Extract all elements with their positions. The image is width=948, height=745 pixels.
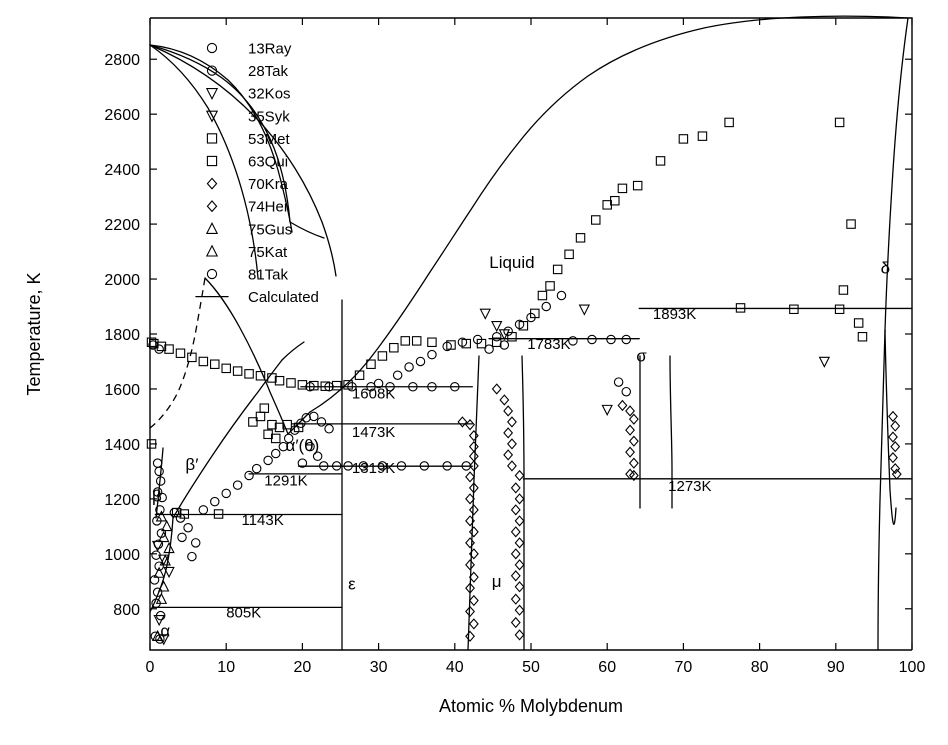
data-point <box>302 414 310 422</box>
data-point <box>470 505 478 515</box>
data-point <box>835 118 843 126</box>
phase-label: ε <box>348 574 356 594</box>
data-point <box>508 439 516 449</box>
data-point <box>565 250 573 258</box>
data-point <box>626 469 634 479</box>
data-point <box>504 450 512 460</box>
data-point <box>245 471 253 479</box>
data-point <box>512 571 520 581</box>
invariant-lines <box>152 305 912 607</box>
legend-label[interactable]: 13Ray <box>248 40 292 58</box>
data-point <box>630 436 638 446</box>
data-point <box>401 337 409 345</box>
data-point <box>470 451 478 461</box>
data-point <box>199 357 207 365</box>
legend-marker <box>207 134 216 143</box>
legend-marker <box>207 43 216 52</box>
invariant-label: 1893K <box>652 305 697 323</box>
data-point <box>466 631 474 641</box>
data-point <box>390 344 398 352</box>
y-tick-label: 2200 <box>104 217 140 235</box>
data-point <box>310 412 318 420</box>
legend-label[interactable]: 75Gus <box>248 221 293 239</box>
data-point <box>393 371 401 379</box>
data-point <box>820 357 830 366</box>
data-point <box>891 421 899 431</box>
data-point <box>155 467 163 475</box>
legend-marker <box>207 201 216 211</box>
data-point <box>893 469 901 479</box>
data-point <box>512 549 520 559</box>
data-point <box>325 425 333 433</box>
data-point <box>332 381 340 389</box>
data-point <box>188 353 196 361</box>
legend-label[interactable]: 63Qui <box>248 153 289 171</box>
legend-marker <box>207 156 216 165</box>
data-point <box>839 286 847 294</box>
data-point <box>538 291 546 299</box>
data-point <box>458 417 466 427</box>
data-point <box>512 483 520 493</box>
data-point <box>891 442 899 452</box>
x-tick-label: 100 <box>898 659 926 676</box>
invariant-label: 1143K <box>241 511 284 529</box>
data-point <box>725 118 733 126</box>
data-point <box>515 471 523 481</box>
data-point <box>192 539 200 547</box>
data-point <box>508 461 516 471</box>
data-point <box>512 618 520 628</box>
legend-label[interactable]: 81Tak <box>248 266 289 284</box>
data-point <box>466 560 474 570</box>
legend-label[interactable]: Calculated <box>248 289 319 307</box>
x-tick-label: 0 <box>145 659 155 676</box>
data-point <box>184 524 192 532</box>
y-tick-label: 1800 <box>104 327 140 344</box>
y-tick-label: 2400 <box>104 162 140 180</box>
data-point <box>618 184 626 192</box>
legend-label[interactable]: 70Kra <box>248 176 289 194</box>
legend-label[interactable]: 75Kat <box>248 243 288 261</box>
data-point <box>656 157 664 165</box>
data-point <box>470 442 478 452</box>
phase-label: σ <box>636 346 647 366</box>
data-point <box>233 367 241 375</box>
data-point <box>618 401 626 411</box>
data-point <box>626 406 634 416</box>
data-point <box>317 418 325 426</box>
data-point <box>470 431 478 441</box>
legend-label[interactable]: 53Met <box>248 130 290 148</box>
data-point <box>493 384 501 394</box>
data-point <box>622 388 630 396</box>
data-point <box>858 333 866 341</box>
data-point <box>515 494 523 504</box>
data-point <box>272 449 280 457</box>
data-point <box>470 619 478 629</box>
data-point <box>264 456 272 464</box>
data-point <box>630 458 638 468</box>
data-point <box>679 135 687 143</box>
data-point <box>889 453 897 463</box>
legend-label[interactable]: 74Hei <box>248 198 288 216</box>
data-point <box>633 181 641 189</box>
y-tick-label: 2800 <box>104 52 140 70</box>
data-point <box>622 335 630 343</box>
data-point <box>588 335 596 343</box>
data-point <box>260 404 268 412</box>
data-point <box>413 337 421 345</box>
data-point <box>466 538 474 548</box>
data-point <box>630 414 638 424</box>
x-axis-title: Atomic % Molybdenum <box>438 696 624 716</box>
x-tick-label: 60 <box>598 659 617 676</box>
y-tick-label: 1000 <box>104 546 140 564</box>
legend-marker <box>207 89 217 99</box>
data-point <box>835 305 843 313</box>
data-point <box>405 363 413 371</box>
data-point <box>515 630 523 640</box>
phase-label: α′(θ) <box>285 435 320 455</box>
x-tick-label: 50 <box>522 659 540 676</box>
phase-region-labels <box>152 253 890 640</box>
data-point <box>287 379 295 387</box>
data-point <box>470 527 478 537</box>
data-point <box>428 338 436 346</box>
phase-label: α <box>160 621 171 641</box>
data-point <box>515 538 523 548</box>
y-tick-label: 2000 <box>104 272 140 290</box>
legend-marker <box>207 246 217 256</box>
invariant-label: 1291K <box>264 472 308 490</box>
data-point <box>153 459 161 467</box>
data-point <box>245 370 253 378</box>
data-point <box>466 420 474 430</box>
data-point <box>493 333 501 341</box>
data-point <box>580 305 590 314</box>
y-tick-label: 1400 <box>104 436 140 454</box>
x-tick-label: 30 <box>369 659 388 676</box>
x-tick-label: 10 <box>217 659 236 676</box>
invariant-label: 805K <box>226 604 262 622</box>
data-point <box>576 234 584 242</box>
data-point <box>607 335 615 343</box>
x-tick-label: 20 <box>293 659 312 676</box>
data-point <box>233 481 241 489</box>
data-point <box>178 533 186 541</box>
phase-label: δ <box>880 258 891 278</box>
phase-label: μ <box>491 571 502 591</box>
data-point <box>355 371 363 379</box>
data-point <box>416 357 424 365</box>
invariant-label: 1273K <box>668 478 712 496</box>
data-point <box>211 360 219 368</box>
data-point <box>512 594 520 604</box>
data-point <box>504 428 512 438</box>
data-point <box>378 352 386 360</box>
data-point <box>626 425 634 435</box>
x-tick-label: 70 <box>674 659 693 676</box>
data-point <box>480 309 490 318</box>
data-point <box>602 405 612 414</box>
data-point <box>508 417 516 427</box>
data-point <box>614 378 622 386</box>
x-tick-label: 40 <box>445 659 464 676</box>
data-point <box>466 472 474 482</box>
data-point <box>222 364 230 372</box>
y-tick-label: 1600 <box>104 381 140 399</box>
data-point <box>790 305 798 313</box>
legend[interactable] <box>196 41 319 307</box>
data-point <box>470 596 478 606</box>
y-axis-title: Temperature, K <box>24 272 44 396</box>
legend-label[interactable]: 28Tak <box>248 63 289 81</box>
data-point <box>542 302 550 310</box>
data-point <box>252 464 260 472</box>
data-point <box>500 395 508 405</box>
data-point <box>557 291 565 299</box>
invariant-label: 1783K <box>527 336 571 354</box>
data-point <box>512 505 520 515</box>
legend-label[interactable]: 35Syk <box>248 108 290 126</box>
data-point <box>515 582 523 592</box>
data-point <box>515 516 523 526</box>
phase-label: β <box>151 486 162 506</box>
data-point <box>298 381 306 389</box>
legend-label[interactable]: 32Kos <box>248 85 291 103</box>
y-tick-label: 800 <box>113 601 140 619</box>
x-tick-label: 90 <box>826 659 845 676</box>
data-point <box>515 605 523 615</box>
x-tick-label: 80 <box>750 659 769 676</box>
data-point <box>199 506 207 514</box>
data-point <box>592 216 600 224</box>
legend-marker <box>207 269 216 278</box>
data-point <box>504 406 512 416</box>
legend-marker <box>207 178 216 188</box>
data-point <box>211 497 219 505</box>
phase-label: β′ <box>185 455 199 475</box>
data-point <box>626 447 634 457</box>
data-point <box>847 220 855 228</box>
invariant-label: 1608K <box>351 385 396 403</box>
data-point <box>854 319 862 327</box>
data-point <box>176 349 184 357</box>
invariant-label: 1319K <box>351 459 396 477</box>
data-point <box>891 464 899 474</box>
legend-marker <box>207 223 217 233</box>
data-point <box>553 265 561 273</box>
data-point <box>188 552 196 560</box>
data-point <box>889 412 897 422</box>
data-point <box>889 432 897 442</box>
data-point <box>515 560 523 570</box>
data-point <box>155 562 163 570</box>
phase-label: Liquid <box>489 253 535 273</box>
y-tick-label: 2600 <box>104 107 140 125</box>
data-point <box>428 350 436 358</box>
data-point <box>222 489 230 497</box>
y-tick-label: 1200 <box>104 491 140 509</box>
data-point <box>157 512 167 521</box>
invariant-label: 1473K <box>351 424 396 442</box>
data-point <box>512 527 520 537</box>
data-point <box>698 132 706 140</box>
data-point <box>546 282 554 290</box>
